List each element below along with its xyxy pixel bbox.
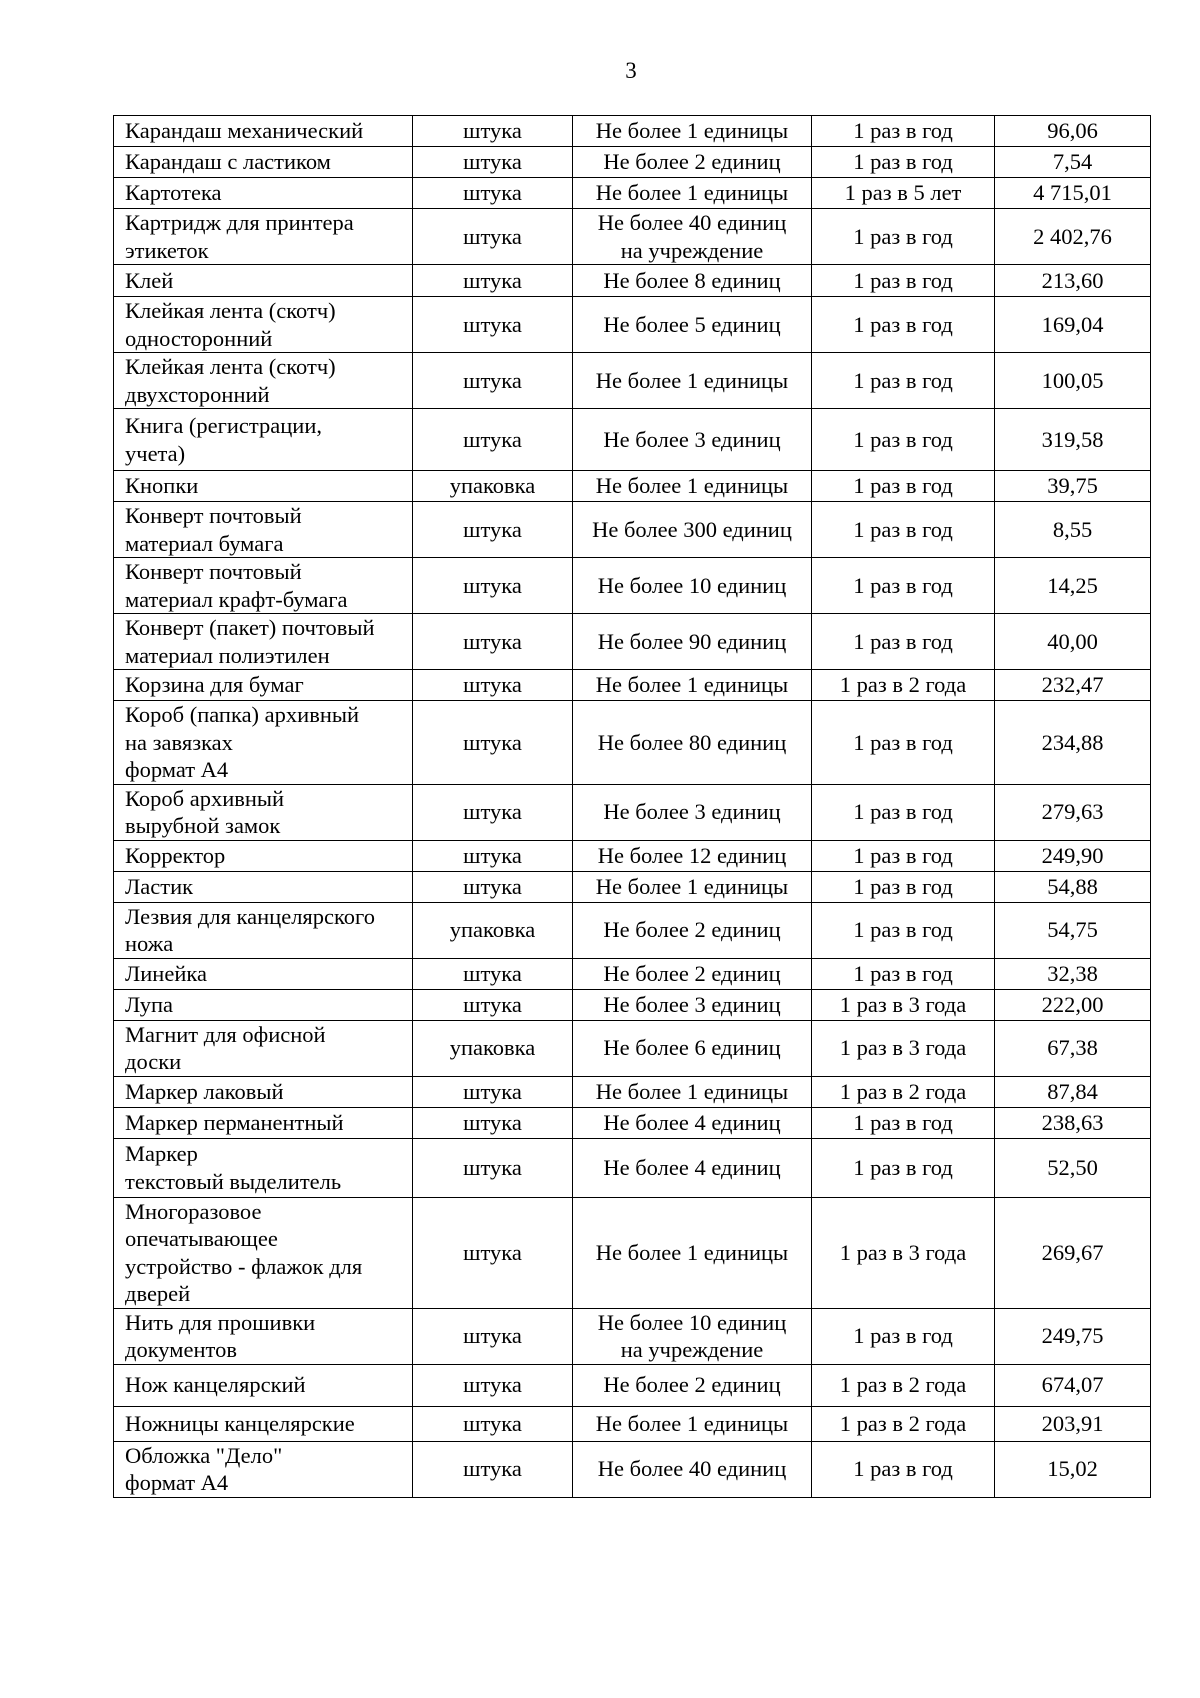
unit-cell: штука	[413, 670, 573, 701]
page-number: 3	[625, 58, 637, 83]
item-name-cell: Короб архивный вырубной замок	[114, 784, 413, 840]
frequency-cell: 1 раз в год	[812, 614, 995, 670]
price-cell: 2 402,76	[995, 209, 1151, 265]
frequency-cell: 1 раз в год	[812, 840, 995, 871]
quantity-cell: Не более 8 единиц	[573, 265, 812, 297]
item-name-cell: Лезвия для канцелярского ножа	[114, 902, 413, 958]
quantity-cell: Не более 10 единиц	[573, 558, 812, 614]
unit-cell: штука	[413, 701, 573, 785]
frequency-cell: 1 раз в год	[812, 502, 995, 558]
quantity-cell: Не более 1 единицы	[573, 1076, 812, 1107]
frequency-cell: 1 раз в год	[812, 265, 995, 297]
price-cell: 238,63	[995, 1107, 1151, 1138]
unit-cell: штука	[413, 409, 573, 471]
frequency-cell: 1 раз в 3 года	[812, 989, 995, 1020]
table-row	[114, 147, 1151, 178]
price-cell: 67,38	[995, 1020, 1151, 1076]
item-name-cell: Ластик	[114, 871, 413, 902]
unit-cell: штука	[413, 353, 573, 409]
table-row	[114, 409, 1151, 471]
item-name-cell: Кнопки	[114, 471, 413, 502]
frequency-cell: 1 раз в 2 года	[812, 1406, 995, 1441]
price-cell: 40,00	[995, 614, 1151, 670]
table-row	[114, 1020, 1151, 1076]
frequency-cell: 1 раз в год	[812, 209, 995, 265]
frequency-cell: 1 раз в год	[812, 958, 995, 989]
quantity-cell: Не более 1 единицы	[573, 178, 812, 209]
quantity-cell: Не более 1 единицы	[573, 116, 812, 147]
item-name-cell: Конверт почтовый материал крафт-бумага	[114, 558, 413, 614]
unit-cell: штука	[413, 1441, 573, 1497]
frequency-cell: 1 раз в год	[812, 1441, 995, 1497]
frequency-cell: 1 раз в 3 года	[812, 1020, 995, 1076]
price-cell: 4 715,01	[995, 178, 1151, 209]
unit-cell: упаковка	[413, 902, 573, 958]
quantity-cell: Не более 40 единиц на учреждение	[573, 209, 812, 265]
frequency-cell: 1 раз в год	[812, 116, 995, 147]
item-name-cell: Нож канцелярский	[114, 1364, 413, 1406]
table-row	[114, 502, 1151, 558]
price-cell: 232,47	[995, 670, 1151, 701]
frequency-cell: 1 раз в год	[812, 902, 995, 958]
frequency-cell: 1 раз в год	[812, 701, 995, 785]
table-row	[114, 784, 1151, 840]
table-row	[114, 116, 1151, 147]
frequency-cell: 1 раз в 5 лет	[812, 178, 995, 209]
price-cell: 279,63	[995, 784, 1151, 840]
item-name-cell: Карандаш с ластиком	[114, 147, 413, 178]
table-row	[114, 701, 1151, 785]
price-cell: 96,06	[995, 116, 1151, 147]
quantity-cell: Не более 80 единиц	[573, 701, 812, 785]
price-cell: 100,05	[995, 353, 1151, 409]
quantity-cell: Не более 40 единиц	[573, 1441, 812, 1497]
quantity-cell: Не более 1 единицы	[573, 1406, 812, 1441]
table-row	[114, 840, 1151, 871]
item-name-cell: Нить для прошивки документов	[114, 1308, 413, 1364]
item-name-cell: Маркер лаковый	[114, 1076, 413, 1107]
unit-cell: штука	[413, 209, 573, 265]
item-name-cell: Клейкая лента (скотч) двухсторонний	[114, 353, 413, 409]
frequency-cell: 1 раз в 3 года	[812, 1197, 995, 1308]
item-name-cell: Книга (регистрации, учета)	[114, 409, 413, 471]
quantity-cell: Не более 1 единицы	[573, 670, 812, 701]
unit-cell: штука	[413, 265, 573, 297]
quantity-cell: Не более 10 единиц на учреждение	[573, 1308, 812, 1364]
quantity-cell: Не более 3 единиц	[573, 989, 812, 1020]
item-name-cell: Обложка "Дело" формат А4	[114, 1441, 413, 1497]
table-row	[114, 958, 1151, 989]
price-cell: 54,88	[995, 871, 1151, 902]
price-cell: 222,00	[995, 989, 1151, 1020]
table-body	[114, 116, 1151, 1498]
table-row	[114, 989, 1151, 1020]
unit-cell: штука	[413, 502, 573, 558]
item-name-cell: Конверт (пакет) почтовый материал полиэтилен	[114, 614, 413, 670]
item-name-cell: Корзина для бумаг	[114, 670, 413, 701]
table-row	[114, 670, 1151, 701]
price-cell: 54,75	[995, 902, 1151, 958]
table-row	[114, 1138, 1151, 1197]
item-name-cell: Линейка	[114, 958, 413, 989]
frequency-cell: 1 раз в год	[812, 409, 995, 471]
item-name-cell: Клейкая лента (скотч) односторонний	[114, 297, 413, 353]
table-row	[114, 1308, 1151, 1364]
table-row	[114, 209, 1151, 265]
frequency-cell: 1 раз в год	[812, 297, 995, 353]
unit-cell: штука	[413, 989, 573, 1020]
quantity-cell: Не более 1 единицы	[573, 353, 812, 409]
quantity-cell: Не более 2 единиц	[573, 902, 812, 958]
table-row	[114, 353, 1151, 409]
item-name-cell: Карандаш механический	[114, 116, 413, 147]
unit-cell: штука	[413, 147, 573, 178]
price-cell: 8,55	[995, 502, 1151, 558]
frequency-cell: 1 раз в 2 года	[812, 1076, 995, 1107]
quantity-cell: Не более 1 единицы	[573, 871, 812, 902]
item-name-cell: Короб (папка) архивный на завязках формат А4	[114, 701, 413, 785]
price-cell: 169,04	[995, 297, 1151, 353]
price-cell: 249,90	[995, 840, 1151, 871]
quantity-cell: Не более 3 единиц	[573, 409, 812, 471]
unit-cell: штука	[413, 1107, 573, 1138]
unit-cell: штука	[413, 116, 573, 147]
frequency-cell: 1 раз в 2 года	[812, 670, 995, 701]
quantity-cell: Не более 1 единицы	[573, 1197, 812, 1308]
price-cell: 203,91	[995, 1406, 1151, 1441]
quantity-cell: Не более 2 единиц	[573, 147, 812, 178]
table-row	[114, 1076, 1151, 1107]
frequency-cell: 1 раз в 2 года	[812, 1364, 995, 1406]
unit-cell: штука	[413, 1406, 573, 1441]
price-cell: 39,75	[995, 471, 1151, 502]
unit-cell: штука	[413, 1076, 573, 1107]
table-row	[114, 1107, 1151, 1138]
table-row	[114, 297, 1151, 353]
frequency-cell: 1 раз в год	[812, 871, 995, 902]
frequency-cell: 1 раз в год	[812, 471, 995, 502]
price-cell: 249,75	[995, 1308, 1151, 1364]
price-cell: 269,67	[995, 1197, 1151, 1308]
item-name-cell: Маркер текстовый выделитель	[114, 1138, 413, 1197]
price-cell: 15,02	[995, 1441, 1151, 1497]
frequency-cell: 1 раз в год	[812, 353, 995, 409]
price-cell: 319,58	[995, 409, 1151, 471]
unit-cell: штука	[413, 958, 573, 989]
table-row	[114, 558, 1151, 614]
item-name-cell: Картотека	[114, 178, 413, 209]
frequency-cell: 1 раз в год	[812, 147, 995, 178]
quantity-cell: Не более 2 единиц	[573, 1364, 812, 1406]
quantity-cell: Не более 4 единиц	[573, 1138, 812, 1197]
table-row	[114, 871, 1151, 902]
item-name-cell: Лупа	[114, 989, 413, 1020]
quantity-cell: Не более 300 единиц	[573, 502, 812, 558]
unit-cell: штука	[413, 871, 573, 902]
quantity-cell: Не более 90 единиц	[573, 614, 812, 670]
price-cell: 87,84	[995, 1076, 1151, 1107]
quantity-cell: Не более 4 единиц	[573, 1107, 812, 1138]
price-cell: 234,88	[995, 701, 1151, 785]
item-name-cell: Конверт почтовый материал бумага	[114, 502, 413, 558]
quantity-cell: Не более 1 единицы	[573, 471, 812, 502]
item-name-cell: Магнит для офисной доски	[114, 1020, 413, 1076]
unit-cell: штука	[413, 1197, 573, 1308]
unit-cell: штука	[413, 784, 573, 840]
unit-cell: упаковка	[413, 1020, 573, 1076]
table-row	[114, 1364, 1151, 1406]
quantity-cell: Не более 2 единиц	[573, 958, 812, 989]
quantity-cell: Не более 12 единиц	[573, 840, 812, 871]
item-name-cell: Картридж для принтера этикеток	[114, 209, 413, 265]
price-cell: 674,07	[995, 1364, 1151, 1406]
quantity-cell: Не более 3 единиц	[573, 784, 812, 840]
price-cell: 213,60	[995, 265, 1151, 297]
frequency-cell: 1 раз в год	[812, 784, 995, 840]
table-row	[114, 1406, 1151, 1441]
table-row	[114, 178, 1151, 209]
item-name-cell: Ножницы канцелярские	[114, 1406, 413, 1441]
unit-cell: штука	[413, 178, 573, 209]
table-row	[114, 614, 1151, 670]
price-cell: 14,25	[995, 558, 1151, 614]
quantity-cell: Не более 6 единиц	[573, 1020, 812, 1076]
quantity-cell: Не более 5 единиц	[573, 297, 812, 353]
unit-cell: штука	[413, 1138, 573, 1197]
frequency-cell: 1 раз в год	[812, 1107, 995, 1138]
table-row	[114, 1197, 1151, 1308]
table-row	[114, 1441, 1151, 1497]
price-cell: 32,38	[995, 958, 1151, 989]
item-name-cell: Маркер перманентный	[114, 1107, 413, 1138]
frequency-cell: 1 раз в год	[812, 558, 995, 614]
supplies-table	[113, 115, 1151, 1498]
table-row	[114, 265, 1151, 297]
frequency-cell: 1 раз в год	[812, 1138, 995, 1197]
unit-cell: штука	[413, 1308, 573, 1364]
item-name-cell: Клей	[114, 265, 413, 297]
table-row	[114, 902, 1151, 958]
item-name-cell: Корректор	[114, 840, 413, 871]
table-row	[114, 471, 1151, 502]
unit-cell: штука	[413, 840, 573, 871]
unit-cell: штука	[413, 558, 573, 614]
unit-cell: штука	[413, 1364, 573, 1406]
price-cell: 7,54	[995, 147, 1151, 178]
unit-cell: упаковка	[413, 471, 573, 502]
price-cell: 52,50	[995, 1138, 1151, 1197]
unit-cell: штука	[413, 614, 573, 670]
frequency-cell: 1 раз в год	[812, 1308, 995, 1364]
item-name-cell: Многоразовое опечатывающее устройство - флажок для дверей	[114, 1197, 413, 1308]
unit-cell: штука	[413, 297, 573, 353]
